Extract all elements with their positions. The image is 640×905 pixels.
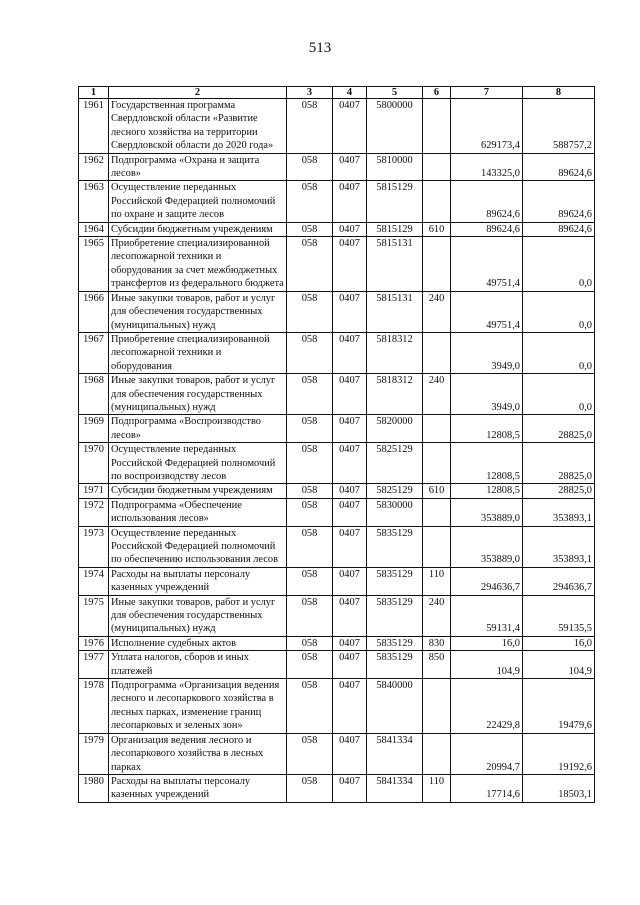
row-expense-type xyxy=(423,99,451,154)
row-section-code: 0407 xyxy=(333,595,367,636)
row-amount-2: 89624,6 xyxy=(523,153,595,181)
row-section-code: 0407 xyxy=(333,181,367,222)
row-target-code: 5815129 xyxy=(367,181,423,222)
row-name: Подпрограмма «Воспроизводство лесов» xyxy=(109,415,287,443)
table-row xyxy=(79,415,595,443)
row-amount-1: 49751,4 xyxy=(451,291,523,332)
row-expense-type: 240 xyxy=(423,291,451,332)
header-cell: 2 xyxy=(109,87,287,99)
row-amount-1: 3949,0 xyxy=(451,332,523,373)
row-amount-1: 353889,0 xyxy=(451,526,523,567)
row-target-code: 5815129 xyxy=(367,222,423,236)
row-number: 1974 xyxy=(79,567,109,595)
row-target-code: 5835129 xyxy=(367,526,423,567)
row-amount-1: 89624,6 xyxy=(451,181,523,222)
row-expense-type xyxy=(423,181,451,222)
row-expense-type: 830 xyxy=(423,636,451,650)
row-admin-code: 058 xyxy=(287,679,333,734)
row-target-code: 5835129 xyxy=(367,651,423,679)
row-target-code: 5820000 xyxy=(367,415,423,443)
row-section-code: 0407 xyxy=(333,636,367,650)
row-amount-2: 104,9 xyxy=(523,651,595,679)
row-name: Осуществление переданных Российской Федерацией полномочий по охране и защите лесов xyxy=(109,181,287,222)
row-name: Исполнение судебных актов xyxy=(109,636,287,650)
row-admin-code: 058 xyxy=(287,332,333,373)
table-row xyxy=(79,733,595,774)
row-number: 1968 xyxy=(79,374,109,415)
row-amount-1: 3949,0 xyxy=(451,374,523,415)
row-expense-type: 610 xyxy=(423,222,451,236)
header-cell: 5 xyxy=(367,87,423,99)
row-admin-code: 058 xyxy=(287,651,333,679)
row-amount-2: 16,0 xyxy=(523,636,595,650)
row-number: 1964 xyxy=(79,222,109,236)
row-section-code: 0407 xyxy=(333,415,367,443)
row-amount-2: 89624,6 xyxy=(523,222,595,236)
table-row xyxy=(79,679,595,734)
row-amount-2: 28825,0 xyxy=(523,443,595,484)
row-admin-code: 058 xyxy=(287,222,333,236)
row-section-code: 0407 xyxy=(333,332,367,373)
row-section-code: 0407 xyxy=(333,484,367,498)
row-section-code: 0407 xyxy=(333,651,367,679)
row-section-code: 0407 xyxy=(333,774,367,802)
row-admin-code: 058 xyxy=(287,153,333,181)
row-expense-type xyxy=(423,332,451,373)
row-admin-code: 058 xyxy=(287,567,333,595)
row-amount-2: 294636,7 xyxy=(523,567,595,595)
row-target-code: 5810000 xyxy=(367,153,423,181)
row-section-code: 0407 xyxy=(333,374,367,415)
row-target-code: 5815131 xyxy=(367,237,423,292)
page-number: 513 xyxy=(308,40,332,56)
row-number: 1980 xyxy=(79,774,109,802)
header-cell: 4 xyxy=(333,87,367,99)
row-amount-1: 143325,0 xyxy=(451,153,523,181)
row-admin-code: 058 xyxy=(287,733,333,774)
row-number: 1963 xyxy=(79,181,109,222)
row-name: Субсидии бюджетным учреждениям xyxy=(109,222,287,236)
row-expense-type xyxy=(423,443,451,484)
row-amount-1: 20994,7 xyxy=(451,733,523,774)
row-admin-code: 058 xyxy=(287,526,333,567)
table-row xyxy=(79,332,595,373)
row-number: 1972 xyxy=(79,498,109,526)
row-target-code: 5830000 xyxy=(367,498,423,526)
row-amount-2: 19192,6 xyxy=(523,733,595,774)
row-section-code: 0407 xyxy=(333,222,367,236)
row-target-code: 5835129 xyxy=(367,595,423,636)
row-expense-type xyxy=(423,498,451,526)
row-target-code: 5841334 xyxy=(367,774,423,802)
row-amount-2: 59135,5 xyxy=(523,595,595,636)
row-number: 1965 xyxy=(79,237,109,292)
row-section-code: 0407 xyxy=(333,567,367,595)
row-admin-code: 058 xyxy=(287,415,333,443)
row-admin-code: 058 xyxy=(287,443,333,484)
row-name: Приобретение специализированной лесопожарной техники и оборудования за счет межбюджетных трансфертов из федерального бюджета xyxy=(109,237,287,292)
row-name: Подпрограмма «Обеспечение использования лесов» xyxy=(109,498,287,526)
row-name: Приобретение специализированной лесопожарной техники и оборудования xyxy=(109,332,287,373)
row-amount-1: 16,0 xyxy=(451,636,523,650)
row-number: 1976 xyxy=(79,636,109,650)
table-row xyxy=(79,774,595,802)
row-number: 1979 xyxy=(79,733,109,774)
row-amount-2: 89624,6 xyxy=(523,181,595,222)
row-name: Организация ведения лесного и лесопаркового хозяйства в лесных парках xyxy=(109,733,287,774)
row-admin-code: 058 xyxy=(287,636,333,650)
row-amount-1: 22429,8 xyxy=(451,679,523,734)
row-amount-2: 0,0 xyxy=(523,374,595,415)
row-target-code: 5840000 xyxy=(367,679,423,734)
row-amount-2: 353893,1 xyxy=(523,498,595,526)
row-amount-1: 12808,5 xyxy=(451,443,523,484)
row-amount-2: 28825,0 xyxy=(523,415,595,443)
row-amount-1: 12808,5 xyxy=(451,484,523,498)
table-row xyxy=(79,237,595,292)
table-row xyxy=(79,374,595,415)
row-expense-type: 610 xyxy=(423,484,451,498)
row-number: 1966 xyxy=(79,291,109,332)
row-name: Расходы на выплаты персоналу казенных учреждений xyxy=(109,567,287,595)
row-amount-1: 353889,0 xyxy=(451,498,523,526)
row-expense-type: 850 xyxy=(423,651,451,679)
row-section-code: 0407 xyxy=(333,237,367,292)
row-target-code: 5835129 xyxy=(367,567,423,595)
row-target-code: 5818312 xyxy=(367,374,423,415)
table-row xyxy=(79,484,595,498)
table-row xyxy=(79,595,595,636)
row-number: 1978 xyxy=(79,679,109,734)
header-cell: 3 xyxy=(287,87,333,99)
row-target-code: 5825129 xyxy=(367,443,423,484)
row-expense-type xyxy=(423,733,451,774)
row-number: 1975 xyxy=(79,595,109,636)
row-amount-1: 17714,6 xyxy=(451,774,523,802)
header-cell: 6 xyxy=(423,87,451,99)
row-expense-type: 110 xyxy=(423,567,451,595)
row-target-code: 5815131 xyxy=(367,291,423,332)
header-row xyxy=(79,87,595,99)
row-target-code: 5800000 xyxy=(367,99,423,154)
table-row xyxy=(79,443,595,484)
row-section-code: 0407 xyxy=(333,679,367,734)
row-name: Уплата налогов, сборов и иных платежей xyxy=(109,651,287,679)
row-name: Расходы на выплаты персоналу казенных учреждений xyxy=(109,774,287,802)
row-amount-1: 59131,4 xyxy=(451,595,523,636)
row-name: Субсидии бюджетным учреждениям xyxy=(109,484,287,498)
row-name: Осуществление переданных Российской Федерацией полномочий по обеспечению использования лесов xyxy=(109,526,287,567)
row-section-code: 0407 xyxy=(333,153,367,181)
row-target-code: 5825129 xyxy=(367,484,423,498)
row-number: 1969 xyxy=(79,415,109,443)
table-row xyxy=(79,291,595,332)
row-admin-code: 058 xyxy=(287,484,333,498)
header-cell: 8 xyxy=(523,87,595,99)
row-section-code: 0407 xyxy=(333,526,367,567)
row-amount-2: 0,0 xyxy=(523,237,595,292)
row-amount-1: 49751,4 xyxy=(451,237,523,292)
row-name: Осуществление переданных Российской Федерацией полномочий по воспроизводству лесов xyxy=(109,443,287,484)
table-row xyxy=(79,99,595,154)
row-name: Иные закупки товаров, работ и услуг для обеспечения государственных (муниципальных) нужд xyxy=(109,595,287,636)
table-row xyxy=(79,567,595,595)
row-number: 1962 xyxy=(79,153,109,181)
row-number: 1967 xyxy=(79,332,109,373)
row-number: 1970 xyxy=(79,443,109,484)
row-amount-2: 353893,1 xyxy=(523,526,595,567)
header-cell: 7 xyxy=(451,87,523,99)
row-expense-type: 240 xyxy=(423,374,451,415)
row-target-code: 5818312 xyxy=(367,332,423,373)
row-expense-type: 110 xyxy=(423,774,451,802)
row-admin-code: 058 xyxy=(287,374,333,415)
row-expense-type xyxy=(423,237,451,292)
row-section-code: 0407 xyxy=(333,498,367,526)
budget-table xyxy=(78,86,595,803)
row-section-code: 0407 xyxy=(333,733,367,774)
row-admin-code: 058 xyxy=(287,99,333,154)
row-number: 1977 xyxy=(79,651,109,679)
table-row xyxy=(79,181,595,222)
table-row xyxy=(79,651,595,679)
row-amount-2: 28825,0 xyxy=(523,484,595,498)
row-name: Подпрограмма «Охрана и защита лесов» xyxy=(109,153,287,181)
row-amount-2: 588757,2 xyxy=(523,99,595,154)
row-admin-code: 058 xyxy=(287,181,333,222)
row-name: Иные закупки товаров, работ и услуг для обеспечения государственных (муниципальных) нужд xyxy=(109,374,287,415)
row-admin-code: 058 xyxy=(287,291,333,332)
row-amount-2: 18503,1 xyxy=(523,774,595,802)
row-amount-1: 104,9 xyxy=(451,651,523,679)
row-admin-code: 058 xyxy=(287,774,333,802)
row-admin-code: 058 xyxy=(287,237,333,292)
row-expense-type xyxy=(423,415,451,443)
table-row xyxy=(79,153,595,181)
row-number: 1973 xyxy=(79,526,109,567)
table-row xyxy=(79,636,595,650)
row-expense-type xyxy=(423,153,451,181)
row-expense-type xyxy=(423,679,451,734)
table-row xyxy=(79,526,595,567)
header-cell: 1 xyxy=(79,87,109,99)
row-section-code: 0407 xyxy=(333,443,367,484)
row-expense-type xyxy=(423,526,451,567)
row-number: 1961 xyxy=(79,99,109,154)
table-row xyxy=(79,498,595,526)
row-amount-1: 294636,7 xyxy=(451,567,523,595)
row-amount-2: 0,0 xyxy=(523,332,595,373)
row-admin-code: 058 xyxy=(287,595,333,636)
row-number: 1971 xyxy=(79,484,109,498)
row-amount-1: 89624,6 xyxy=(451,222,523,236)
row-amount-2: 0,0 xyxy=(523,291,595,332)
row-amount-1: 12808,5 xyxy=(451,415,523,443)
row-section-code: 0407 xyxy=(333,99,367,154)
row-admin-code: 058 xyxy=(287,498,333,526)
table-row xyxy=(79,222,595,236)
row-target-code: 5835129 xyxy=(367,636,423,650)
row-amount-2: 19479,6 xyxy=(523,679,595,734)
row-target-code: 5841334 xyxy=(367,733,423,774)
row-expense-type: 240 xyxy=(423,595,451,636)
row-name: Подпрограмма «Организация ведения лесного и лесопаркового хозяйства в лесных парках, изменение границ лесопарковых и зеленых зон» xyxy=(109,679,287,734)
row-amount-1: 629173,4 xyxy=(451,99,523,154)
row-name: Иные закупки товаров, работ и услуг для обеспечения государственных (муниципальных) нужд xyxy=(109,291,287,332)
row-section-code: 0407 xyxy=(333,291,367,332)
row-name: Государственная программа Свердловской области «Развитие лесного хозяйства на территории Свердловской области до 2020 года» xyxy=(109,99,287,154)
